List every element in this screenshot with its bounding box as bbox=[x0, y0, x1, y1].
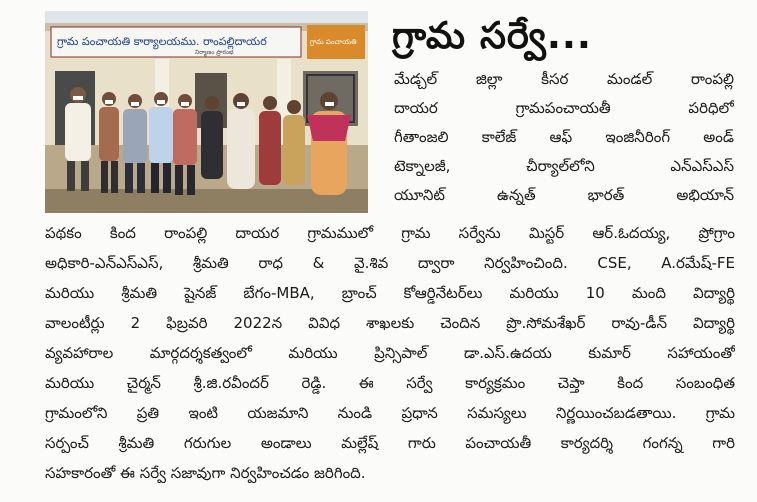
article-line: మరియు చైర్మన్ శ్రీ.జి.రవీందర్ రెడ్డి. ఈ సర్వే కార్యక్రమం చెప్తా కింద సంబంధిత bbox=[45, 374, 735, 392]
article-line: టెక్నాలజీ, చీర్యాల్‌లోని ఎన్ఎస్ఎస్ bbox=[394, 157, 734, 175]
article-line: సర్పంచ్ శ్రీమతి గరుగుల అండాలు మల్లేష్ గారు పంచాయతీ కార్యదర్శి గంగన్న గారి bbox=[45, 434, 735, 452]
article-line: గీతాంజలి కాలేజ్ ఆఫ్ ఇంజినీరింగ్ అండ్ bbox=[394, 128, 734, 146]
news-photo bbox=[45, 11, 368, 213]
article-line: యూనిట్ ఉన్నత్ భారత్ అభియాన్ bbox=[394, 186, 734, 204]
photo-banner-sub: నిర్మాణం ప్రారంభ bbox=[195, 49, 234, 56]
photo-banner-text: గ్రామ పంచాయతి కార్యాలయము. రాంపల్లిదాయర bbox=[57, 35, 267, 48]
article-line: వాలంటీర్లు 2 ఫిబ్రవరి 2022న వివిధ శాఖలకు చెందిన ప్రొ.సోమశేఖర్ రావు-డీన్ విద్యార్థి bbox=[45, 314, 735, 332]
article-line: దాయర గ్రామపంచాయతీ పరిధిలో bbox=[394, 99, 734, 117]
photo-sign-text: గ్రామ పంచాయతి bbox=[310, 38, 357, 46]
article-line: మేడ్చల్ జిల్లా కీసర మండల్ రాంపల్లి bbox=[394, 70, 734, 88]
article-line: అధికారి-ఎన్ఎస్ఎస్, శ్రీమతి రాధ & వై.శివ ద్వారా నిర్వహించింది. CSE, A.రమేష్-FE bbox=[45, 254, 735, 272]
article-line: పథకం కింద రాంపల్లి దాయర గ్రామములో గ్రామ సర్వేను మిస్టర్ ఆర్.ఓదయ్య, ప్రోగ్రాం bbox=[45, 224, 735, 242]
article-line: వ్యవహారాల మార్గదర్శకత్వంలో మరియు ప్రిన్సిపాల్ డా.ఎస్.ఉదయ కుమార్ సహాయంతో bbox=[45, 344, 735, 362]
article-line: సహకారంతో ఈ సర్వే సజావుగా నిర్వహించడం జరిగింది. bbox=[45, 464, 366, 482]
article-headline: గ్రామ సర్వే... bbox=[392, 14, 592, 57]
article-line: గ్రామంలోని ప్రతి ఇంటి యజమాని నుండి ప్రధాన సమస్యలు నిర్ణయించబడతాయి. గ్రామ bbox=[45, 404, 735, 422]
article-line: మరియు శ్రీమతి షైనజ్ బేగం-MBA, బ్రాంచ్ కోఆర్డినేటర్‌లు మరియు 10 మంది విద్యార్థి bbox=[45, 284, 735, 302]
